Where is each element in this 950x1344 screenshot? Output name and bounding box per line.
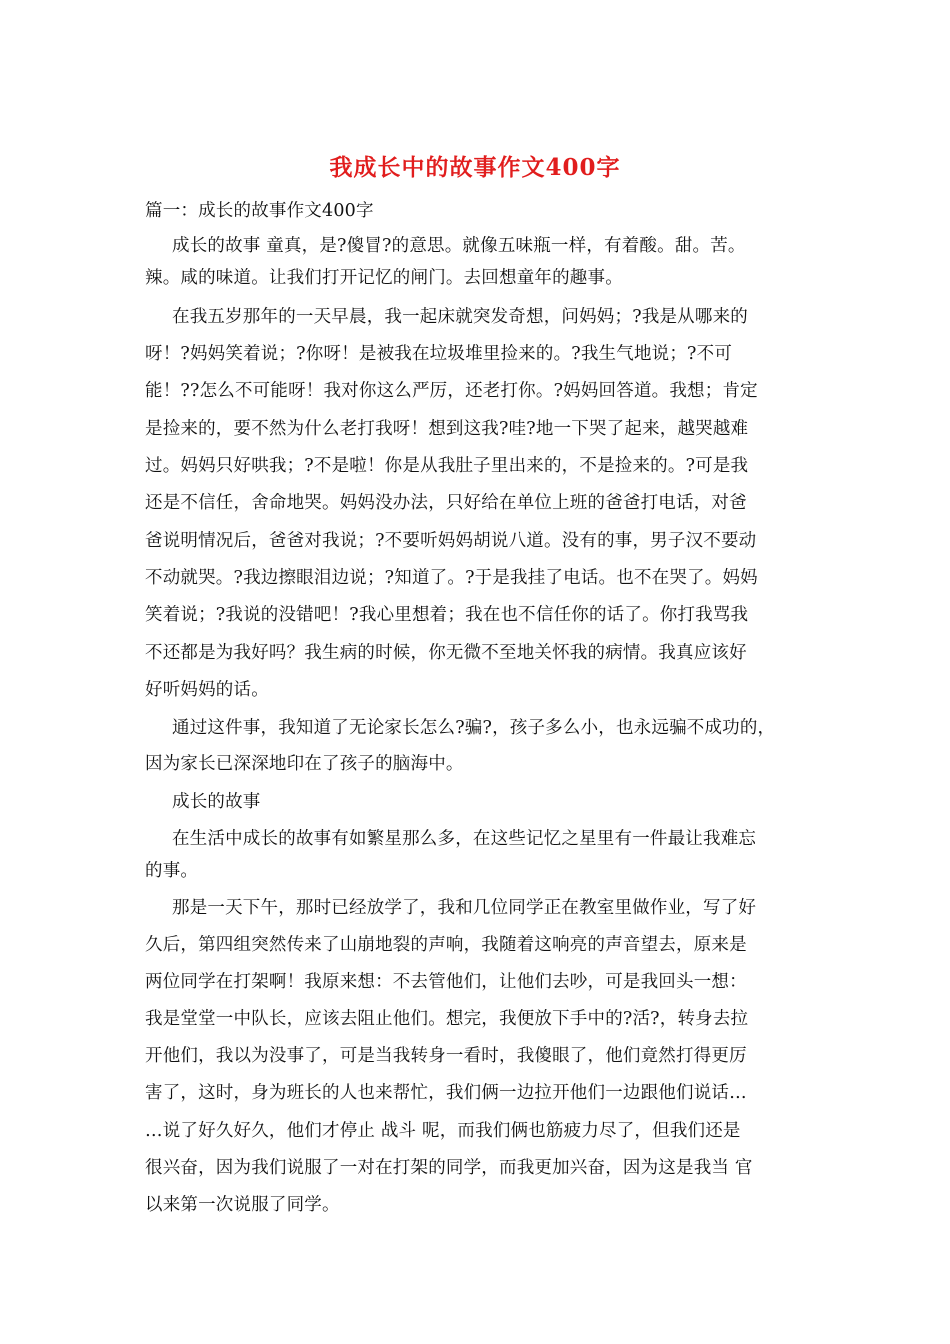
paragraph-line: 成长的故事 童真，是?傻冒?的意思。就像五味瓶一样，有着酸。甜。苦。 bbox=[172, 236, 746, 256]
paragraph-line: …说了好久好久，他们才停止 战斗 呢，而我们俩也筋疲力尽了，但我们还是 bbox=[145, 1121, 741, 1141]
paragraph-line: 不动就哭。?我边擦眼泪边说；?知道了。?于是我挂了电话。也不在哭了。妈妈 bbox=[145, 568, 758, 588]
paragraph-line: 久后，第四组突然传来了山崩地裂的声响，我随着这响亮的声音望去，原来是 bbox=[145, 935, 747, 955]
paragraph-line: 很兴奋，因为我们说服了一对在打架的同学，而我更加兴奋，因为这是我当 官 bbox=[145, 1158, 753, 1178]
paragraph-line: 在我五岁那年的一天早晨，我一起床就突发奇想，问妈妈；?我是从哪来的 bbox=[172, 307, 748, 327]
paragraph-line: 在生活中成长的故事有如繁星那么多，在这些记忆之星里有一件最让我难忘 bbox=[172, 829, 757, 849]
paragraph-line: 是捡来的，要不然为什么老打我呀！想到这我?哇?地一下哭了起来，越哭越难 bbox=[145, 419, 749, 439]
paragraph-line: 笑着说；?我说的没错吧！?我心里想着；我在也不信任你的话了。你打我骂我 bbox=[145, 605, 749, 625]
paragraph-line: 通过这件事，我知道了无论家长怎么?骗?，孩子多么小，也永远骗不成功的， bbox=[172, 718, 776, 738]
paragraph-line: 两位同学在打架啊！我原来想：不去管他们，让他们去吵，可是我回头一想： bbox=[145, 972, 747, 992]
paragraph-line: 我是堂堂一中队长，应该去阻止他们。想完，我便放下手中的?活?，转身去拉 bbox=[145, 1009, 749, 1029]
paragraph-line: 好听妈妈的话。 bbox=[145, 680, 269, 700]
paragraph-line: 过。妈妈只好哄我；?不是啦！你是从我肚子里出来的，不是捡来的。?可是我 bbox=[145, 456, 749, 476]
paragraph-line: 辣。咸的味道。让我们打开记忆的闸门。去回想童年的趣事。 bbox=[145, 268, 623, 288]
paragraph-line: 开他们，我以为没事了，可是当我转身一看时，我傻眼了，他们竟然打得更厉 bbox=[145, 1046, 747, 1066]
paragraph-line: 的事。 bbox=[145, 861, 199, 881]
paragraph-line: 还是不信任，舍命地哭。妈妈没办法，只好给在单位上班的爸爸打电话，对爸 bbox=[145, 493, 747, 513]
paragraph-line: 呀！?妈妈笑着说；?你呀！是被我在垃圾堆里捡来的。?我生气地说；?不可 bbox=[145, 344, 733, 364]
paragraph-line: 那是一天下午，那时已经放学了，我和几位同学正在教室里做作业，写了好 bbox=[172, 898, 757, 918]
section-heading: 篇一：成长的故事作文400字 bbox=[145, 201, 374, 221]
document-title: 我成长中的故事作文400字 bbox=[329, 154, 621, 181]
paragraph-line: 不还都是为我好吗？我生病的时候，你无微不至地关怀我的病情。我真应该好 bbox=[145, 643, 747, 663]
paragraph-line: 害了，这时，身为班长的人也来帮忙，我们俩一边拉开他们一边跟他们说话… bbox=[145, 1083, 747, 1103]
paragraph-line: 爸说明情况后，爸爸对我说；?不要听妈妈胡说八道。没有的事，男子汉不要动 bbox=[145, 531, 757, 551]
paragraph-line: 以来第一次说服了同学。 bbox=[145, 1195, 340, 1215]
paragraph-line: 因为家长已深深地印在了孩子的脑海中。 bbox=[145, 754, 464, 774]
section-heading: 成长的故事 bbox=[172, 792, 261, 812]
paragraph-line: 能！??怎么不可能呀！我对你这么严厉，还老打你。?妈妈回答道。我想；肯定 bbox=[145, 381, 758, 401]
